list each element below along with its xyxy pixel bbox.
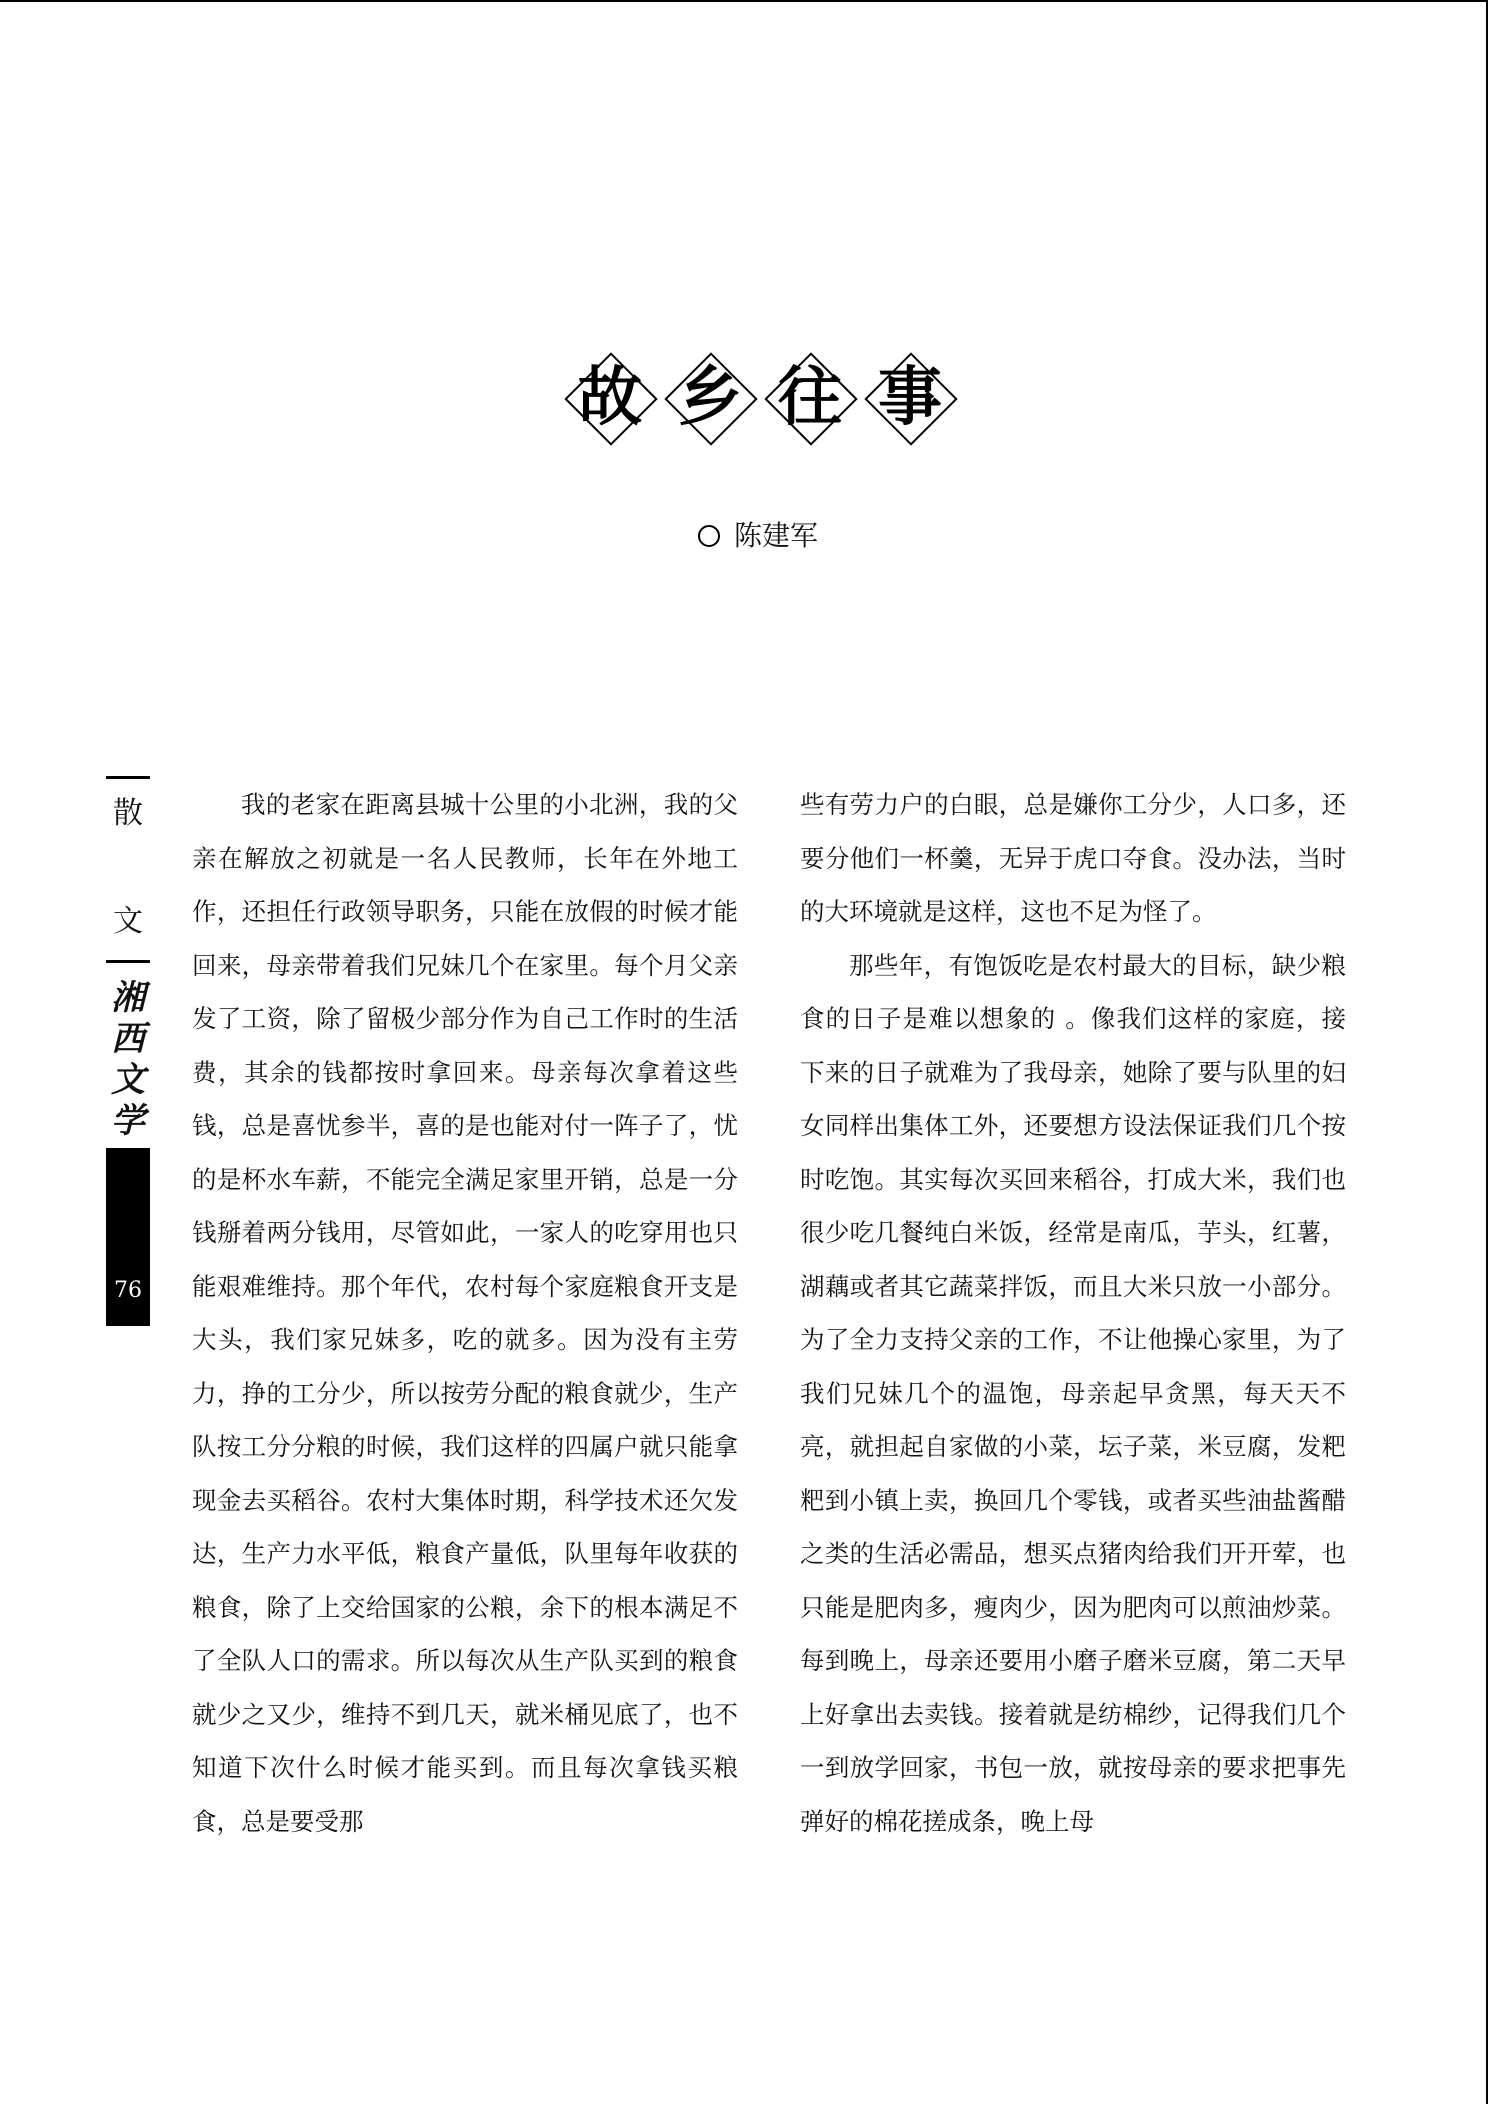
paragraph: 些有劳力户的白眼，总是嫌你工分少，人口多，还要分他们一杯羹，无异于虎口夺食。没办法，当时的大环境就是这样，这也不足为怪了。 [800,790,1346,926]
page-number-block [106,1148,150,1326]
title-char-2 [660,338,760,458]
magazine-char: 湘 [111,978,145,1018]
title-glyph: 事 [878,361,942,435]
magazine-char: 学 [111,1101,145,1141]
sidebar-magazine-name [106,978,150,1142]
title-glyph: 乡 [678,361,742,435]
title-glyph: 往 [778,361,842,435]
sidebar-rule-top [106,776,150,779]
title-char-1 [560,338,660,458]
sidebar-rule-bottom [106,960,150,963]
magazine-char: 文 [111,1060,145,1100]
paragraph: 我的老家在距离县城十公里的小北洲，我的父亲在解放之初就是一名人民教师，长年在外地工作，还担任行政领导职务，只能在放假的时候才能回来，母亲带着我们兄妹几个在家里。每个月父亲发了工资，除了留极少部分作为自己工作时的生活费，其余的钱都按时拿回来。母亲每次拿着这些钱，总是喜忧参半，喜的是也能对付一阵子了，忧的是杯水车薪，不能完全满足家里开销，总是一分钱掰着两分钱用，尽管如此，一家人的吃穿用也只能艰难维持。那个年代，农村每个家庭粮食开支是大头，我们家兄妹多，吃的就多。因为没有主劳力，挣的工分少，所以按劳分配的粮食就少，生产队按工分分粮的时候，我们这样的四属户就只能拿现金去买稻谷。农村大集体时期，科学技术还欠发达，生产力水平低，粮食产量低，队里每年收获的粮食，除了上交给国家的公粮，余下的根本满足不了全队人口的需求。所以每次从生产队买到的粮食就少之又少，维持不到几天，就米桶见底了，也不知道下次什么时候才能买到。而且每次拿钱买粮食，总是要受那 [192,790,738,1836]
body-column-right [800,778,1346,1848]
author-line [698,514,818,558]
title-char-4 [860,338,960,458]
paragraph: 那些年，有饱饭吃是农村最大的目标，缺少粮食的日子是难以想象的 。像我们这样的家庭，接下来的日子就难为了我母亲，她除了要与队里的妇女同样出集体工外，还要想方设法保证我们几个按时吃饱。其实每次买回来稻谷，打成大米，我们也很少吃几餐纯白米饭，经常是南瓜，芋头，红薯，湖藕或者其它蔬菜拌饭，而且大米只放一小部分。为了全力支持父亲的工作，不让他操心家里，为了我们兄妹几个的温饱，母亲起早贪黑，每天天不亮，就担起自家做的小菜，坛子菜，米豆腐，发粑粑到小镇上卖，换回几个零钱，或者买些油盐酱醋之类的生活必需品，想买点猪肉给我们开开荤，也只能是肥肉多，瘦肉少，因为肥肉可以煎油炒菜。每到晚上，母亲还要用小磨子磨米豆腐，第二天早上好拿出去卖钱。接着就是纺棉纱，记得我们几个一到放学回家，书包一放，就按母亲的要求把事先弹好的棉花搓成条，晚上母 [800,950,1346,1836]
author-name: 陈建军 [734,519,819,552]
page-number: 76 [114,1278,142,1303]
article-title [560,338,980,458]
page-top-border [0,0,1488,2]
magazine-char: 西 [111,1019,145,1059]
body-column-left [192,778,738,1848]
sidebar-section-char-2: 文 [113,904,143,939]
title-char-3 [760,338,860,458]
title-glyph: 故 [578,361,642,435]
sidebar-section-char-1: 散 [113,796,143,831]
circle-icon [698,525,720,547]
